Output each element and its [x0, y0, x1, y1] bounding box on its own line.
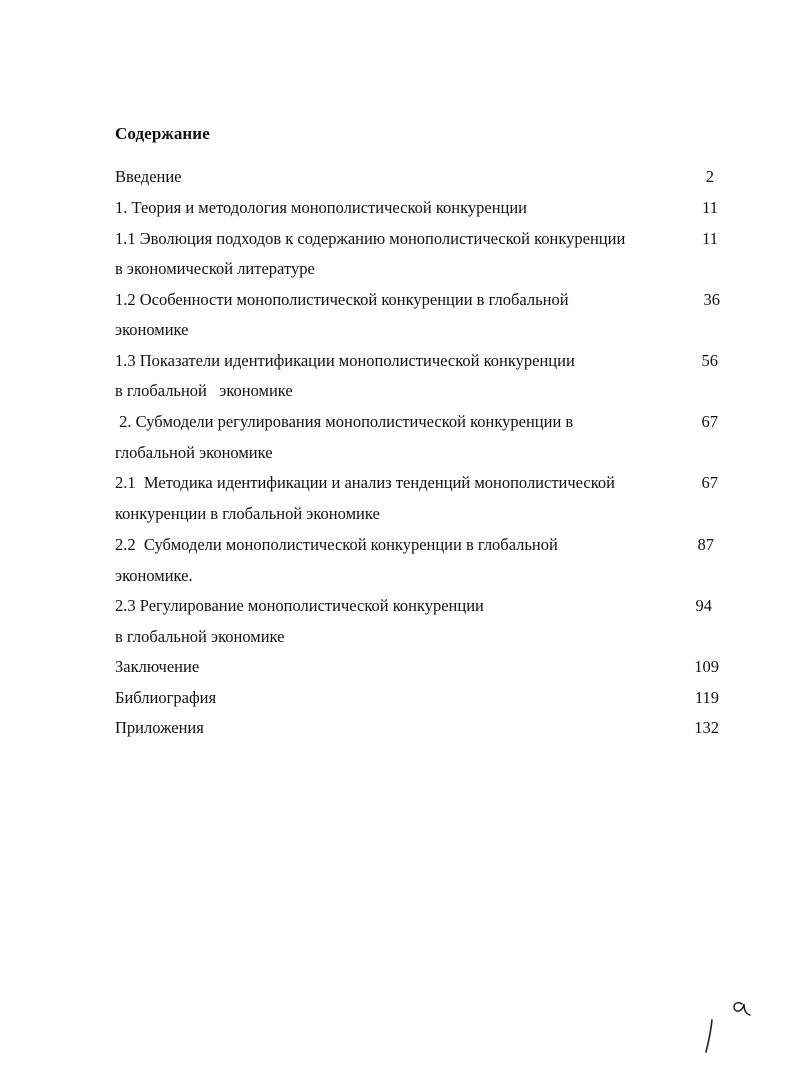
toc-title: Содержание: [115, 124, 210, 143]
toc-entry-chapter-2-cont: глобальной экономике: [115, 443, 273, 462]
toc-entry-section-2-2: 2.2 Субмодели монополистической конкуренции в глобальной: [115, 535, 558, 554]
toc-page-number: 56: [701, 351, 718, 370]
toc-entry-chapter-2: 2. Субмодели регулирования монополистической конкуренции в: [115, 412, 574, 431]
toc-entry-section-1-3-cont: в глобальной экономике: [115, 381, 293, 400]
toc-page-number: 132: [694, 718, 719, 737]
toc-page-number: 11: [702, 229, 718, 248]
toc-entry-section-1-1-cont: в экономической литературе: [115, 259, 315, 278]
toc-entry-bibliography: Библиография: [115, 688, 217, 707]
toc-entry-section-1-2: 1.2 Особенности монополистической конкуренции в глобальной: [115, 290, 569, 309]
toc-entry-section-2-1-cont: конкуренции в глобальной экономике: [115, 504, 380, 523]
toc-entry-section-1-3: 1.3 Показатели идентификации монополистической конкуренции: [115, 351, 575, 370]
toc-page-number: 94: [695, 596, 712, 615]
toc-page-number: 87: [697, 535, 714, 554]
toc-entry-chapter-1: 1. Теория и методология монополистической конкуренции: [115, 198, 528, 217]
toc-page-number: 2: [705, 167, 714, 186]
toc-page-number: 11: [702, 198, 718, 217]
handwritten-page-mark: [700, 990, 760, 1060]
toc-page-number: 109: [694, 657, 719, 676]
toc-entry-section-1-2-cont: экономике: [115, 320, 189, 339]
toc-entry-conclusion: Заключение: [115, 657, 200, 676]
toc-entry-introduction: Введение: [115, 167, 182, 186]
toc-page-number: 67: [701, 473, 718, 492]
toc-page-number: 36: [703, 290, 720, 309]
toc-page-number: 67: [701, 412, 718, 431]
toc-entry-section-1-1: 1.1 Эволюция подходов к содержанию монополистической конкуренции: [115, 229, 626, 248]
toc-entry-section-2-3: 2.3 Регулирование монополистической конкуренции: [115, 596, 484, 615]
toc-entry-appendices: Приложения: [115, 718, 204, 737]
toc-entry-section-2-2-cont: экономике.: [115, 566, 193, 585]
toc-entry-section-2-3-cont: в глобальной экономике: [115, 627, 285, 646]
toc-page-number: 119: [694, 688, 719, 707]
toc-entry-section-2-1: 2.1 Методика идентификации и анализ тенденций монополистической: [115, 473, 615, 492]
